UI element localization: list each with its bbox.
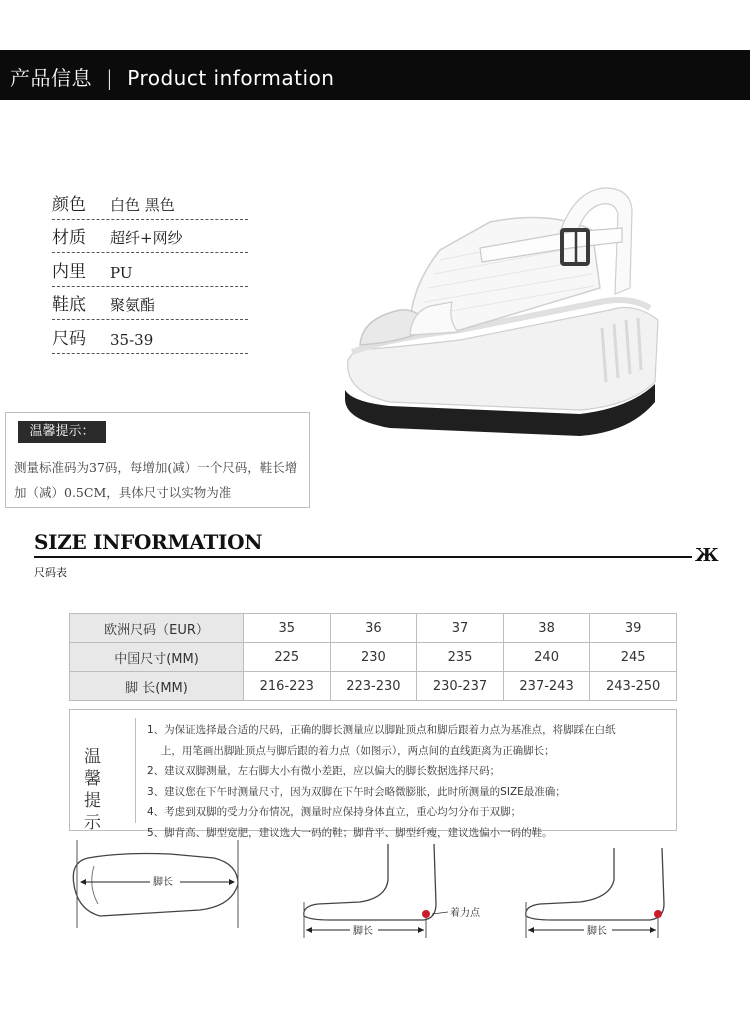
attribute-key: 尺码 bbox=[52, 328, 86, 349]
foot-side-view-icon bbox=[526, 848, 664, 938]
table-cell: 235 bbox=[417, 643, 504, 672]
title-en: Product information bbox=[127, 66, 335, 90]
attribute-key: 颜色 bbox=[52, 194, 86, 215]
list-item: 4、考虑到双脚的受力分布情况，测量时应保持身体直立，重心均匀分布于双脚； bbox=[147, 806, 522, 818]
table-cell: 39 bbox=[590, 614, 677, 643]
force-point-marker bbox=[654, 910, 662, 918]
foot-length-label: 脚长 bbox=[587, 926, 607, 937]
attribute-row-size bbox=[52, 320, 248, 354]
row-header-foot-length: 脚 长(MM) bbox=[70, 672, 244, 701]
attribute-row-sole bbox=[52, 287, 248, 321]
attribute-row-color bbox=[52, 186, 248, 220]
attribute-list bbox=[52, 186, 248, 354]
table-cell: 243-250 bbox=[590, 672, 677, 701]
table-cell: 37 bbox=[417, 614, 504, 643]
table-cell: 245 bbox=[590, 643, 677, 672]
table-row bbox=[70, 614, 677, 643]
notes-label-line: 温 馨 bbox=[84, 747, 107, 789]
page-title bbox=[10, 62, 334, 91]
tip-text: 测量标准码为37码，每增加(减）一个尺码，鞋长增加（减）0.5CM，具体尺寸以实物为准 bbox=[14, 460, 298, 500]
attribute-value: 聚氨酯 bbox=[110, 296, 156, 315]
table-cell: 237-243 bbox=[503, 672, 590, 701]
force-point-marker bbox=[422, 910, 430, 918]
row-header-eur: 欧洲尺码（EUR） bbox=[70, 614, 244, 643]
force-point-label: 着力点 bbox=[450, 908, 480, 919]
foot-length-label: 脚长 bbox=[153, 877, 173, 888]
list-item: 上，用笔画出脚趾顶点与脚后跟的着力点（如图示），两点间的直线距离为正确脚长； bbox=[147, 744, 555, 757]
table-cell: 230-237 bbox=[417, 672, 504, 701]
row-header-cn: 中国尺寸(MM) bbox=[70, 643, 244, 672]
title-cn: 产品信息 bbox=[10, 66, 92, 90]
notes-box bbox=[69, 709, 677, 839]
foot-top-view-icon bbox=[73, 840, 238, 928]
table-cell: 230 bbox=[330, 643, 417, 672]
notes-list bbox=[147, 720, 675, 843]
list-item: 1、为保证选择最合适的尺码，正确的脚长测量应以脚趾顶点和脚后跟着力点为基准点，将脚踩在白纸 bbox=[147, 724, 616, 736]
notes-divider bbox=[135, 718, 136, 823]
list-item: 2、建议双脚测量，左右脚大小有微小差距，应以偏大的脚长数据选择尺码； bbox=[147, 765, 501, 777]
table-cell: 36 bbox=[330, 614, 417, 643]
attribute-key: 鞋底 bbox=[52, 295, 86, 316]
size-table bbox=[69, 613, 677, 701]
product-image-sandal bbox=[330, 170, 670, 460]
attribute-key: 材质 bbox=[52, 228, 86, 249]
attribute-value: 超纤+网纱 bbox=[110, 229, 183, 248]
tip-title: 温馨提示： bbox=[18, 421, 106, 443]
title-separator: | bbox=[106, 66, 114, 90]
tip-box bbox=[5, 412, 310, 508]
attribute-value: PU bbox=[110, 263, 133, 282]
attribute-value: 35-39 bbox=[110, 330, 154, 349]
foot-side-view-icon bbox=[304, 844, 481, 938]
attribute-row-lining bbox=[52, 253, 248, 287]
table-cell: 225 bbox=[244, 643, 331, 672]
size-section-divider bbox=[34, 556, 692, 558]
table-cell: 35 bbox=[244, 614, 331, 643]
table-cell: 216-223 bbox=[244, 672, 331, 701]
foot-length-label: 脚长 bbox=[353, 926, 373, 937]
table-row bbox=[70, 672, 677, 701]
brand-logo: Ж bbox=[695, 545, 719, 566]
table-row bbox=[70, 643, 677, 672]
notes-label bbox=[84, 746, 130, 834]
size-section-subtitle: 尺码表 bbox=[34, 566, 67, 579]
attribute-row-material bbox=[52, 220, 248, 254]
table-cell: 38 bbox=[503, 614, 590, 643]
attribute-value: 白色 黑色 bbox=[110, 195, 175, 214]
table-cell: 240 bbox=[503, 643, 590, 672]
header-band bbox=[0, 50, 750, 100]
attribute-key: 内里 bbox=[52, 261, 86, 282]
notes-label-line: 提 示 bbox=[84, 791, 107, 833]
list-item: 5、脚背高、脚型宽肥，建议选大一码的鞋；脚背平、脚型纤瘦，建议选偏小一码的鞋。 bbox=[147, 826, 553, 839]
size-section-title: SIZE INFORMATION bbox=[34, 530, 263, 554]
table-cell: 223-230 bbox=[330, 672, 417, 701]
list-item: 3、建议您在下午时测量尺寸，因为双脚在下午时会略微膨胀，此时所测量的SIZE最准确； bbox=[147, 785, 566, 798]
foot-measure-diagram bbox=[0, 840, 750, 950]
